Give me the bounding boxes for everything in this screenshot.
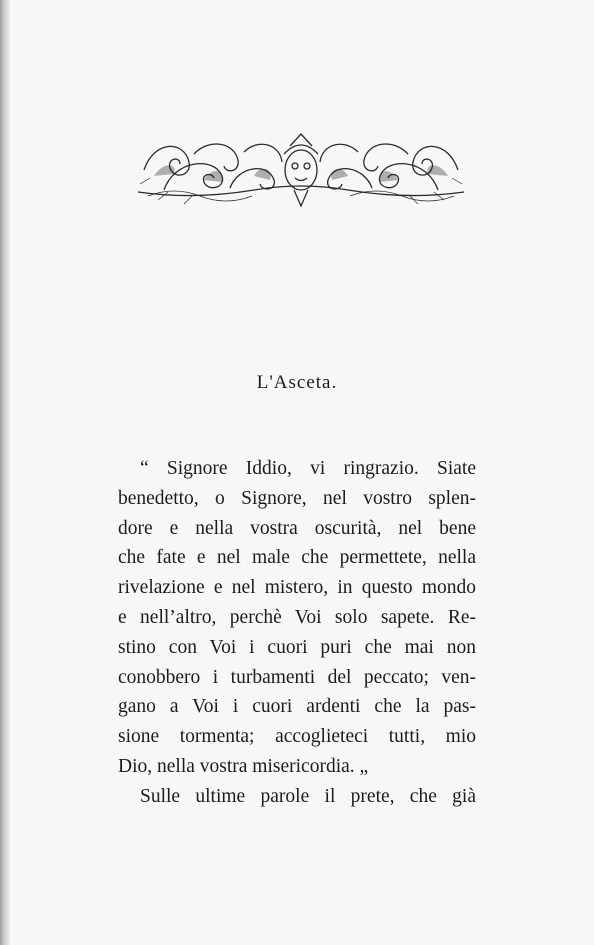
text-line: Sulle ultime parole il prete, che già bbox=[140, 785, 476, 807]
body-text bbox=[118, 454, 476, 812]
text-line: che fate e nel male che permettete, nella bbox=[118, 547, 476, 569]
floral-ornament-icon bbox=[134, 130, 468, 212]
chapter-title: L'Asceta. bbox=[256, 372, 338, 393]
text-line: rivelazione e nel mistero, in questo mondo bbox=[118, 577, 476, 599]
text-line: stino con Voi i cuori puri che mai non bbox=[118, 636, 476, 658]
text-line: “ Signore Iddio, vi ringrazio. Siate bbox=[140, 458, 476, 479]
text-line: dore e nella vostra oscurità, nel bene bbox=[118, 517, 476, 539]
page-binding-edge bbox=[0, 0, 10, 945]
text-line: Dio, nella vostra misericordia. „ bbox=[118, 755, 369, 777]
text-line: gano a Voi i cuori ardenti che la pas- bbox=[118, 696, 476, 718]
text-line: sione tormenta; accoglieteci tutti, mio bbox=[118, 726, 476, 748]
text-line: conobbero i turbamenti del peccato; ven- bbox=[118, 666, 476, 688]
text-line: benedetto, o Signore, nel vostro splen- bbox=[118, 487, 476, 509]
text-line: e nell’altro, perchè Voi solo sapete. Re- bbox=[118, 606, 476, 628]
